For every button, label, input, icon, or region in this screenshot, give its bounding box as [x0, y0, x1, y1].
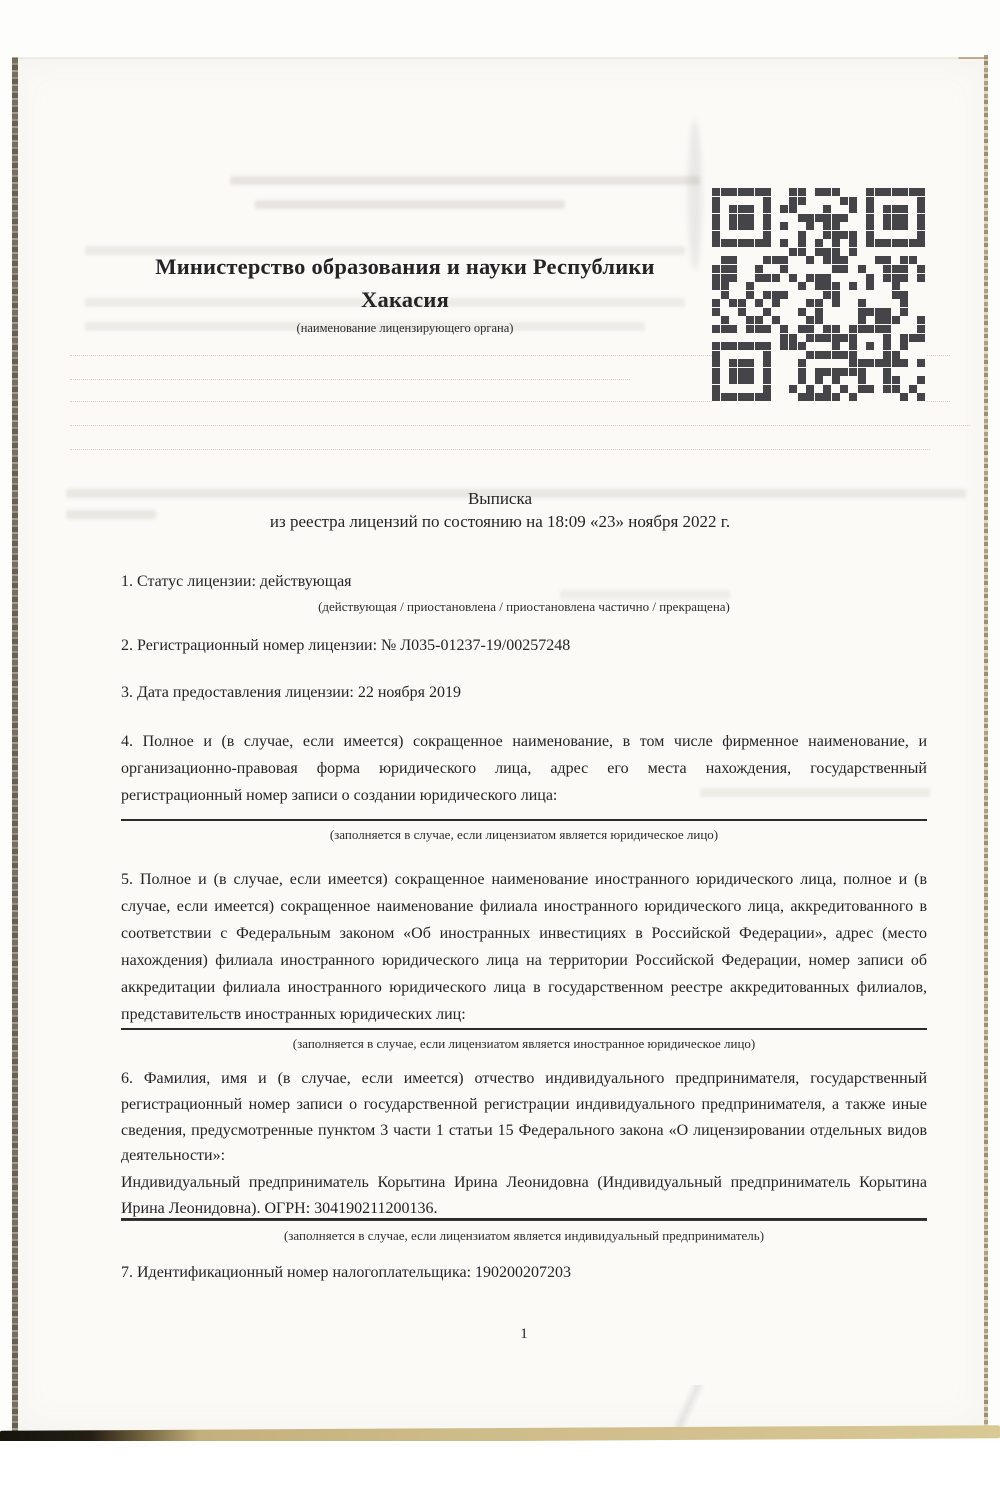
- blank-field-line-5: [121, 1028, 927, 1030]
- item-6-caption: (заполняется в случае, если лицензиатом является индивидуальный предприниматель): [283, 1228, 765, 1243]
- document-title: [60, 487, 940, 533]
- scan-edge-left: [12, 58, 18, 1432]
- item-6-entrepreneur-value: Индивидуальный предприниматель Корытина Ирина Леонидовна (Индивидуальный предприниматель Корытина Ирина Леонидовна). ОГРН: 304190211200136.: [121, 1174, 927, 1217]
- blank-field-line-6: [121, 1218, 927, 1221]
- bleedthrough-text: [255, 200, 565, 209]
- document-title-line1: Выписка: [467, 489, 533, 508]
- bleedthrough-rule: [70, 449, 930, 450]
- bleedthrough-rule: [70, 379, 630, 380]
- blank-field-line-4: [121, 819, 927, 821]
- issuing-authority-title-line1: Министерство образования и науки Республики: [155, 254, 655, 279]
- item-6-text: 6. Фамилия, имя и (в случае, если имеется) отчество индивидуального предпринимателя, государственный регистрационный номер записи о государственной регистрации индивидуального предпринимателя, а также иные сведения, предусмотренные пунктом 3 части 1 статьи 15 Федерального закона «О лицензировании отдельных видов деятельности»:: [121, 1070, 927, 1165]
- item-2-registration-number: 2. Регистрационный номер лицензии: № Л035-01237-19/00257248: [121, 637, 571, 654]
- item-1-text: 1. Статус лицензии: действующая: [121, 573, 352, 590]
- item-7-taxpayer-id: 7. Идентификационный номер налогоплательщика: 190200207203: [121, 1264, 572, 1281]
- item-5-foreign-entity-clause: 5. Полное и (в случае, если имеется) сокращенное наименование иностранного юридического лица, полное и (в случае, если имеется) сокращенное наименование филиала иностранного юридического лица, аккредитованного в соответствии с Федеральным законом «Об иностранных инвестициях в Российской Федерации», адрес (место нахождения) филиала иностранного юридического лица на территории Российской Федерации, номер записи об аккредитации филиала иностранного юридического лица в государственном реестре аккредитованных филиалов, представительств иностранных юридических лиц:: [121, 871, 927, 1023]
- issuing-authority-caption: (наименование лицензирующего органа): [296, 321, 514, 335]
- item-4-caption: (заполняется в случае, если лицензиатом является юридическое лицо): [329, 827, 719, 842]
- page-top-edge: [12, 57, 988, 59]
- item-6-entrepreneur-clause: [121, 1066, 927, 1169]
- scan-smudge: [688, 120, 702, 270]
- scan-background-bottom: [0, 1441, 1000, 1500]
- document-title-line2: из реестра лицензий по состоянию на 18:09 «23» ноября 2022 г.: [269, 512, 731, 531]
- scan-edge-right: [984, 55, 988, 1427]
- header: [80, 250, 730, 336]
- paper-crease: [598, 1385, 778, 1429]
- bleedthrough-text: [230, 176, 700, 185]
- item-5-caption: (заполняется в случае, если лицензиатом является иностранное юридическое лицо): [292, 1036, 756, 1051]
- bleedthrough-rule: [70, 425, 970, 426]
- item-4-legal-entity-clause: 4. Полное и (в случае, если имеется) сокращенное наименование, в том числе фирменное наименование, и организационно-правовая форма юридического лица, адрес его места нахождения, государственный регистрационный номер записи о создании юридического лица:: [121, 733, 927, 804]
- item-3-grant-date: 3. Дата предоставления лицензии: 22 ноября 2019: [121, 684, 461, 701]
- item-1-caption: (действующая / приостановлена / приостановлена частично / прекращена): [318, 599, 730, 614]
- page-number: 1: [520, 1326, 528, 1342]
- qr-code: [712, 188, 926, 402]
- bleedthrough-text: [560, 590, 730, 599]
- issuing-authority-title-line2: Хакасия: [361, 287, 449, 312]
- item-1-license-status: [121, 573, 927, 591]
